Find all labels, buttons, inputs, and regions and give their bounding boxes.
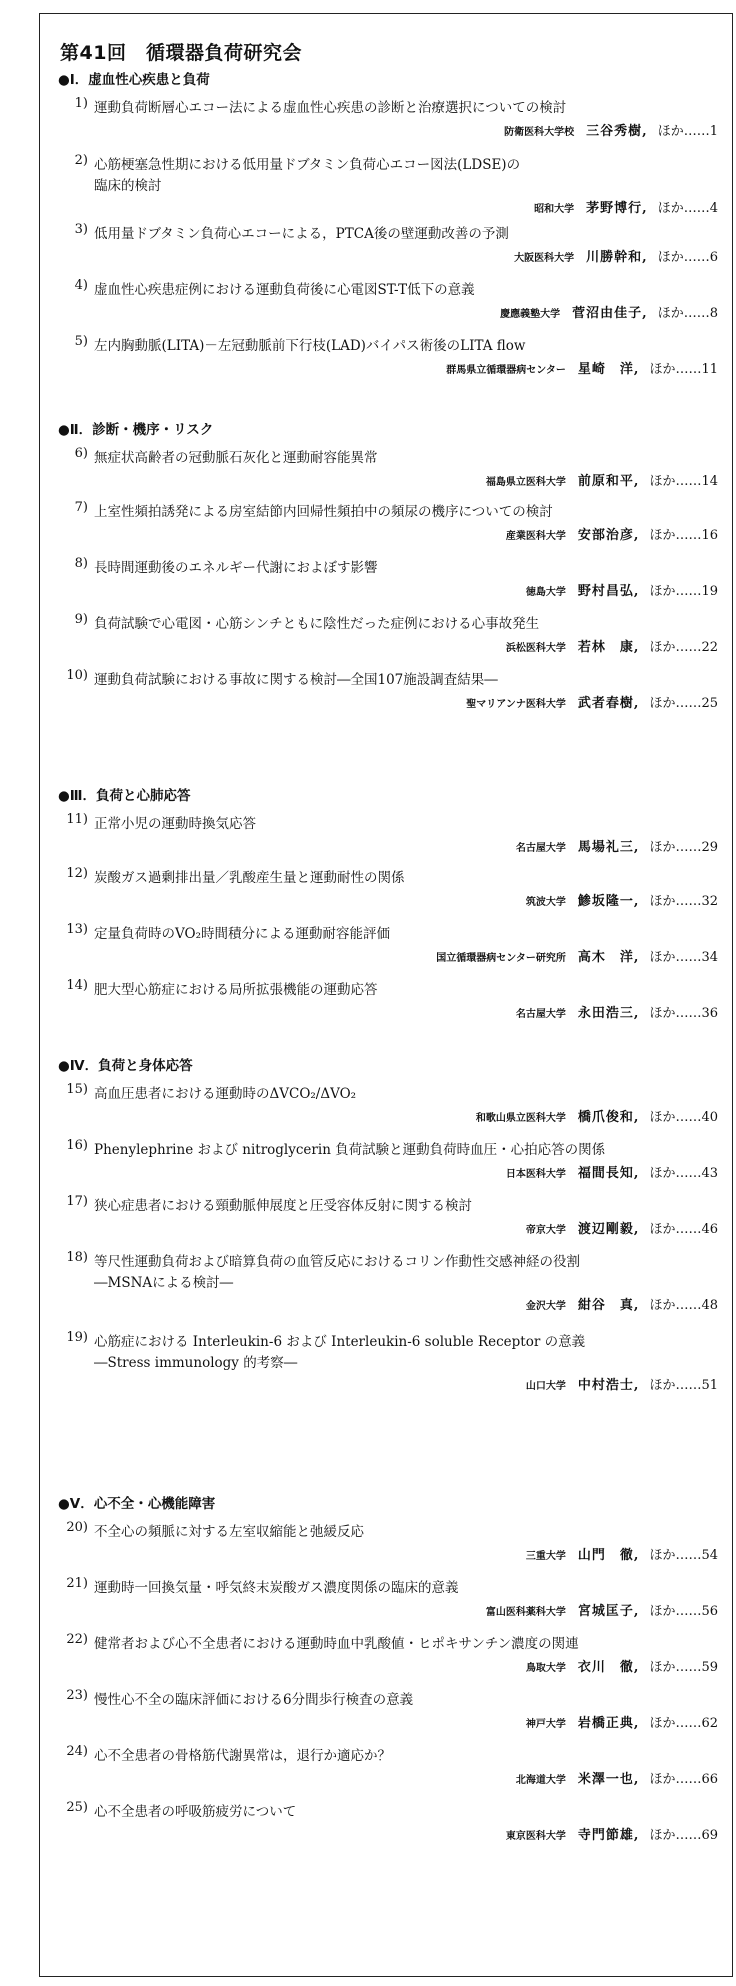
entry-number: 17) xyxy=(66,1194,88,1209)
page-number: 34 xyxy=(701,950,718,965)
entry-title: ―Stress immunology 的考察― xyxy=(94,1355,298,1371)
institution: 防衛医科大学校 xyxy=(504,127,575,138)
institution: 慶應義塾大学 xyxy=(500,309,561,320)
entry-title: 無症状高齢者の冠動脈石灰化と運動耐容能異常 xyxy=(94,450,378,466)
institution: 群馬県立循環器病センター xyxy=(446,365,566,376)
author: 宮城匡子, xyxy=(577,1604,640,1619)
entry-number: 3) xyxy=(74,222,88,237)
entry-title: 心筋梗塞急性期における低用量ドブタミン負荷心エコー図法(LDSE)の xyxy=(94,157,521,173)
et-al: ほか…… xyxy=(649,840,702,855)
et-al: ほか…… xyxy=(649,1006,702,1021)
entry-credit xyxy=(526,1544,718,1563)
entry-credit xyxy=(446,358,718,377)
entry-number: 14) xyxy=(66,978,88,993)
entry-title: 運動負荷試験における事故に関する検討―全国107施設調査結果― xyxy=(94,672,498,688)
entry-title: 炭酸ガス過剰排出量／乳酸産生量と運動耐性の関係 xyxy=(94,870,405,886)
entry-number: 5) xyxy=(74,334,88,349)
et-al: ほか…… xyxy=(649,1716,702,1731)
entry-credit xyxy=(526,1712,718,1731)
et-al: ほか…… xyxy=(657,306,710,321)
et-al: ほか…… xyxy=(649,528,702,543)
entry-title: 心不全患者の呼吸筋疲労について xyxy=(94,1804,297,1820)
entry-title: 狭心症患者における頸動脈伸展度と圧受容体反射に関する検討 xyxy=(94,1198,472,1214)
entry-number: 18) xyxy=(66,1250,88,1265)
entry-title: 臨床的検討 xyxy=(94,178,162,194)
et-al: ほか…… xyxy=(649,1166,702,1181)
page-number: 36 xyxy=(701,1006,718,1021)
et-al: ほか…… xyxy=(649,1378,702,1393)
page-number: 19 xyxy=(701,584,718,599)
page-number: 16 xyxy=(701,528,718,543)
entry-number: 11) xyxy=(66,812,88,827)
institution: 金沢大学 xyxy=(525,1301,566,1312)
entry-title: 定量負荷時のVO₂時間積分による運動耐容能評価 xyxy=(94,926,390,942)
entry-title: 正常小児の運動時換気応答 xyxy=(94,816,256,832)
institution: 昭和大学 xyxy=(534,204,575,215)
page-number: 29 xyxy=(701,840,718,855)
entry-credit xyxy=(526,1218,718,1237)
et-al: ほか…… xyxy=(657,124,710,139)
section-heading: ●Ⅲ．負荷と心肺応答 xyxy=(58,788,191,804)
author: 茅野博行, xyxy=(586,201,648,216)
institution: 三重大学 xyxy=(525,1551,566,1562)
page-number: 6 xyxy=(709,250,718,265)
entry-title: 長時間運動後のエネルギー代謝におよぼす影響 xyxy=(94,560,378,576)
entry-credit xyxy=(506,524,718,543)
entry-title: 心不全患者の骨格筋代謝異常は，退行か適応か？ xyxy=(94,1748,391,1764)
author: 菅沼由佳子, xyxy=(572,306,648,321)
entry-credit xyxy=(516,1768,718,1787)
entry-credit xyxy=(516,836,718,855)
entry-title: 高血圧患者における運動時のΔVCO₂/ΔVO₂ xyxy=(94,1086,357,1102)
entry-title: 運動時一回換気量・呼気終末炭酸ガス濃度関係の臨床的意義 xyxy=(94,1580,459,1596)
entry-credit xyxy=(506,636,718,655)
institution: 山口大学 xyxy=(525,1381,566,1392)
author: 渡辺剛毅, xyxy=(577,1222,640,1237)
institution: 鳥取大学 xyxy=(525,1663,566,1674)
entry-title: 運動負荷断層心エコー法による虚血性心疾患の診断と治療選択についての検討 xyxy=(94,100,567,116)
page-number: 46 xyxy=(701,1222,718,1237)
page-number: 69 xyxy=(701,1828,718,1843)
entry-title: 虚血性心疾患症例における運動負荷後に心電図ST-T低下の意義 xyxy=(94,282,475,298)
entry-title: 負荷試験で心電図・心筋シンチともに陰性だった症例における心事故発生 xyxy=(94,616,540,632)
et-al: ほか…… xyxy=(649,1298,702,1313)
et-al: ほか…… xyxy=(649,640,702,655)
page-number: 56 xyxy=(701,1604,718,1619)
entry-title: 低用量ドブタミン負荷心エコーによる，PTCA後の壁運動改善の予測 xyxy=(94,226,509,242)
author: 馬場礼三, xyxy=(577,840,640,855)
entry-title: 等尺性運動負荷および暗算負荷の血管反応におけるコリン作動性交感神経の役割 xyxy=(94,1254,580,1270)
author: 紺谷 真, xyxy=(577,1298,640,1313)
author: 寺門節雄, xyxy=(577,1828,640,1843)
author: 福間長知, xyxy=(577,1166,640,1181)
institution: 筑波大学 xyxy=(525,897,566,908)
entry-credit xyxy=(534,197,718,216)
page-number: 66 xyxy=(701,1772,718,1787)
entry-number: 21) xyxy=(66,1576,88,1591)
institution: 国立循環器病センター研究所 xyxy=(436,953,566,964)
entry-number: 23) xyxy=(66,1688,88,1703)
institution: 名古屋大学 xyxy=(515,843,566,854)
author: 星崎 洋, xyxy=(577,362,640,377)
entry-number: 7) xyxy=(74,500,88,515)
section-heading: ●Ⅴ．心不全・心機能障害 xyxy=(58,1496,216,1512)
entry-title: Phenylephrine および nitroglycerin 負荷試験と運動負荷時血圧・心拍応答の関係 xyxy=(94,1142,606,1158)
entry-number: 10) xyxy=(66,668,88,683)
entry-title: 健常者および心不全患者における運動時血中乳酸値・ヒポキサンチン濃度の関連 xyxy=(94,1636,579,1652)
entry-credit xyxy=(486,470,718,489)
entry-credit xyxy=(526,580,718,599)
entry-number: 16) xyxy=(66,1138,88,1153)
section-heading: ●Ⅳ．負荷と身体応答 xyxy=(58,1058,193,1074)
entry-credit xyxy=(514,246,718,265)
institution: 浜松医科大学 xyxy=(505,643,566,654)
entry-title: 左内胸動脈(LITA)－左冠動脈前下行枝(LAD)バイパス術後のLITA flow xyxy=(94,338,526,354)
et-al: ほか…… xyxy=(649,1604,702,1619)
author: 三谷秀樹, xyxy=(586,124,648,139)
section-heading: ●Ⅰ．虚血性心疾患と負荷 xyxy=(58,72,210,88)
page-number: 51 xyxy=(701,1378,718,1393)
page-number: 11 xyxy=(701,362,718,377)
entry-number: 12) xyxy=(66,866,88,881)
institution: 帝京大学 xyxy=(525,1225,566,1236)
entry-credit xyxy=(506,1824,718,1843)
entry-number: 19) xyxy=(66,1330,88,1345)
entry-credit xyxy=(504,120,718,139)
author: 中村浩士, xyxy=(577,1378,640,1393)
entry-credit xyxy=(516,1002,718,1021)
entry-number: 9) xyxy=(74,612,88,627)
et-al: ほか…… xyxy=(657,250,710,265)
institution: 大阪医科大学 xyxy=(514,253,575,264)
entry-number: 6) xyxy=(74,446,88,461)
author: 川勝幹和, xyxy=(586,250,648,265)
entry-credit xyxy=(506,1162,718,1181)
author: 衣川 徹, xyxy=(577,1660,640,1675)
page-title: 第41回 循環器負荷研究会 xyxy=(60,42,302,64)
institution: 聖マリアンナ医科大学 xyxy=(466,699,566,710)
entry-credit xyxy=(526,1374,718,1393)
entry-credit xyxy=(526,890,718,909)
page-number: 40 xyxy=(701,1110,718,1125)
institution: 名古屋大学 xyxy=(515,1009,566,1020)
page-number: 8 xyxy=(709,306,718,321)
et-al: ほか…… xyxy=(649,1660,702,1675)
author: 野村昌弘, xyxy=(577,584,640,599)
page-number: 25 xyxy=(701,696,718,711)
entry-number: 1) xyxy=(74,96,88,111)
entry-title: 慢性心不全の臨床評価における6分間歩行検査の意義 xyxy=(94,1692,414,1708)
entry-title: ―MSNAによる検討― xyxy=(94,1275,234,1291)
entry-credit xyxy=(466,692,718,711)
author: 若林 康, xyxy=(577,640,640,655)
institution: 福島県立医科大学 xyxy=(485,477,566,488)
et-al: ほか…… xyxy=(649,696,702,711)
entry-credit xyxy=(500,302,718,321)
et-al: ほか…… xyxy=(649,1548,702,1563)
author: 山門 徹, xyxy=(577,1548,640,1563)
entry-number: 4) xyxy=(74,278,88,293)
entry-credit xyxy=(476,1106,718,1125)
entry-number: 24) xyxy=(66,1744,88,1759)
entry-number: 8) xyxy=(74,556,88,571)
entry-number: 22) xyxy=(66,1632,88,1647)
author: 高木 洋, xyxy=(577,950,640,965)
author: 米澤一也, xyxy=(577,1772,640,1787)
entry-title: 不全心の頻脈に対する左室収縮能と弛緩反応 xyxy=(94,1524,364,1540)
institution: 東京医科大学 xyxy=(505,1831,566,1842)
page-number: 62 xyxy=(701,1716,718,1731)
entry-number: 2) xyxy=(74,153,88,168)
page-number: 1 xyxy=(709,124,718,139)
entry-title: 肥大型心筋症における局所拡張機能の運動応答 xyxy=(94,982,378,998)
institution: 和歌山県立医科大学 xyxy=(475,1113,566,1124)
author: 前原和平, xyxy=(577,474,640,489)
et-al: ほか…… xyxy=(649,1772,702,1787)
author: 安部治彦, xyxy=(577,528,640,543)
institution: 神戸大学 xyxy=(525,1719,566,1730)
author: 永田浩三, xyxy=(577,1006,640,1021)
entry-credit xyxy=(436,946,718,965)
institution: 徳島大学 xyxy=(525,587,566,598)
page-number: 32 xyxy=(701,894,718,909)
et-al: ほか…… xyxy=(649,584,702,599)
page-number: 43 xyxy=(701,1166,718,1181)
page-number: 54 xyxy=(701,1548,718,1563)
author: 鯵坂隆一, xyxy=(577,894,640,909)
institution: 北海道大学 xyxy=(515,1775,566,1786)
et-al: ほか…… xyxy=(649,1222,702,1237)
et-al: ほか…… xyxy=(649,362,702,377)
entry-credit xyxy=(526,1294,718,1313)
et-al: ほか…… xyxy=(657,201,710,216)
entry-title: 心筋症における Interleukin-6 および Interleukin-6 soluble Receptor の意義 xyxy=(94,1334,586,1350)
author: 岩橋正典, xyxy=(577,1716,640,1731)
institution: 富山医科薬科大学 xyxy=(485,1607,566,1618)
page-number: 59 xyxy=(701,1660,718,1675)
entry-number: 25) xyxy=(66,1800,88,1815)
institution: 日本医科大学 xyxy=(505,1169,566,1180)
page-number: 4 xyxy=(709,201,718,216)
entry-number: 15) xyxy=(66,1082,88,1097)
et-al: ほか…… xyxy=(649,1828,702,1843)
institution: 産業医科大学 xyxy=(505,531,566,542)
page-number: 48 xyxy=(701,1298,718,1313)
et-al: ほか…… xyxy=(649,1110,702,1125)
et-al: ほか…… xyxy=(649,950,702,965)
author: 武者春樹, xyxy=(577,696,640,711)
et-al: ほか…… xyxy=(649,474,702,489)
page-number: 14 xyxy=(701,474,718,489)
entry-number: 13) xyxy=(66,922,88,937)
entry-credit xyxy=(486,1600,718,1619)
section-heading: ●Ⅱ．診断・機序・リスク xyxy=(58,422,214,438)
entry-title: 上室性頻拍誘発による房室結節内回帰性頻拍中の頻尿の機序についての検討 xyxy=(94,504,553,520)
entry-number: 20) xyxy=(66,1520,88,1535)
author: 橋爪俊和, xyxy=(577,1110,640,1125)
et-al: ほか…… xyxy=(649,894,702,909)
entry-credit xyxy=(526,1656,718,1675)
page-number: 22 xyxy=(701,640,718,655)
